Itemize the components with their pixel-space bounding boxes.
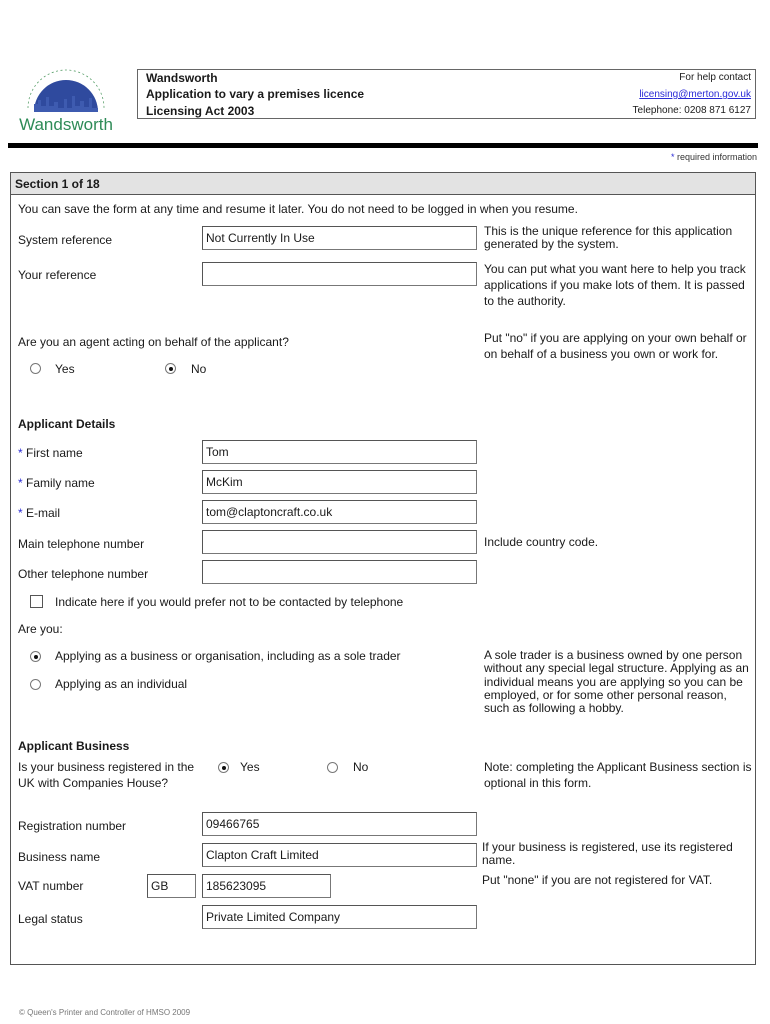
applying-as-business-radio[interactable] <box>30 651 41 662</box>
other-telephone-label: Other telephone number <box>18 567 149 581</box>
are-you-label: Are you: <box>18 622 63 636</box>
registration-number-label: Registration number <box>18 819 127 833</box>
intro-text: You can save the form at any time and resume it later. You do not need to be logged in when you resume. <box>18 202 578 216</box>
agent-question: Are you an agent acting on behalf of the applicant? <box>18 335 289 349</box>
agent-help: Put "no" if you are applying on your own behalf or on behalf of a business you own or work for. <box>484 331 747 361</box>
council-name: Wandsworth <box>146 71 218 85</box>
copyright-footer: © Queen's Printer and Controller of HMSO 2009 <box>19 1008 191 1017</box>
registered-no-label: No <box>353 760 369 774</box>
applicant-details-heading: Applicant Details <box>18 417 116 431</box>
help-email-link[interactable]: licensing@merton.gov.uk <box>639 89 751 100</box>
your-reference-field[interactable] <box>202 262 477 286</box>
your-reference-help: You can put what you want here to help you track applications if you make lots of them. It is passed to the authority. <box>484 262 746 308</box>
legal-status-label: Legal status <box>18 912 83 926</box>
applying-as-individual-label: Applying as an individual <box>55 677 188 691</box>
registered-yes-radio[interactable] <box>218 762 229 773</box>
business-name-label: Business name <box>18 850 101 864</box>
wandsworth-logo <box>14 64 118 134</box>
family-name-field[interactable] <box>202 470 477 494</box>
applicant-business-heading: Applicant Business <box>18 739 130 753</box>
section-panel <box>10 172 756 965</box>
form-title-box <box>137 69 756 119</box>
logo-icon <box>14 64 118 134</box>
agent-no-radio[interactable] <box>165 363 176 374</box>
main-telephone-field[interactable] <box>202 530 477 554</box>
header-divider <box>8 143 758 148</box>
first-name-field[interactable] <box>202 440 477 464</box>
registered-no-radio[interactable] <box>327 762 338 773</box>
form-title: Application to vary a premises licence <box>146 87 365 101</box>
email-label: * E-mail <box>18 506 61 520</box>
help-telephone: Telephone: 0208 871 6127 <box>632 105 751 116</box>
main-telephone-help: Include country code. <box>484 535 599 549</box>
vat-number-label: VAT number <box>18 879 84 893</box>
required-star: * <box>18 446 23 460</box>
svg-text:Wandsworth: Wandsworth <box>19 115 113 134</box>
first-name-label: * First name <box>18 446 83 460</box>
vat-prefix-field[interactable] <box>147 874 196 898</box>
registration-number-field[interactable] <box>202 812 477 836</box>
other-telephone-field[interactable] <box>202 560 477 584</box>
section-title: Section 1 of 18 <box>11 173 755 195</box>
required-star: * <box>18 476 23 490</box>
vat-number-help: Put "none" if you are not registered for VAT. <box>482 873 713 887</box>
business-name-help: If your business is registered, use its registered name. <box>482 840 733 868</box>
no-telephone-contact-label: Indicate here if you would prefer not to be contacted by telephone <box>55 595 404 609</box>
your-reference-label: Your reference <box>18 268 97 282</box>
system-reference-field[interactable] <box>202 226 477 250</box>
agent-no-label: No <box>191 362 207 376</box>
registered-help: Note: completing the Applicant Business section is optional in this form. <box>484 760 752 790</box>
help-contact-label: For help contact <box>679 72 751 83</box>
agent-yes-label: Yes <box>55 362 75 376</box>
vat-number-field[interactable] <box>202 874 331 898</box>
business-name-field[interactable] <box>202 843 477 867</box>
applying-as-individual-radio[interactable] <box>30 679 41 690</box>
act-name: Licensing Act 2003 <box>146 104 255 118</box>
required-star: * <box>670 152 675 162</box>
registered-yes-label: Yes <box>240 760 260 774</box>
system-reference-help: This is the unique reference for this application generated by the system. <box>484 224 733 252</box>
email-field[interactable] <box>202 500 477 524</box>
system-reference-label: System reference <box>18 233 113 247</box>
main-telephone-label: Main telephone number <box>18 537 145 551</box>
family-name-label: * Family name <box>18 476 95 490</box>
required-star: * <box>18 506 23 520</box>
applying-as-business-label: Applying as a business or organisation, including as a sole trader <box>55 649 401 663</box>
legal-status-field[interactable] <box>202 905 477 929</box>
required-information-note: * required information <box>670 152 757 162</box>
agent-yes-radio[interactable] <box>30 363 41 374</box>
no-telephone-contact-checkbox[interactable] <box>30 595 43 608</box>
registered-question: Is your business registered in the UK with Companies House? <box>18 760 195 790</box>
are-you-help: A sole trader is a business owned by one person without any special legal structure. Applying as an individual means you are applying so you can be employed, or for some other personal reason, such as following a hobby. <box>484 648 749 716</box>
